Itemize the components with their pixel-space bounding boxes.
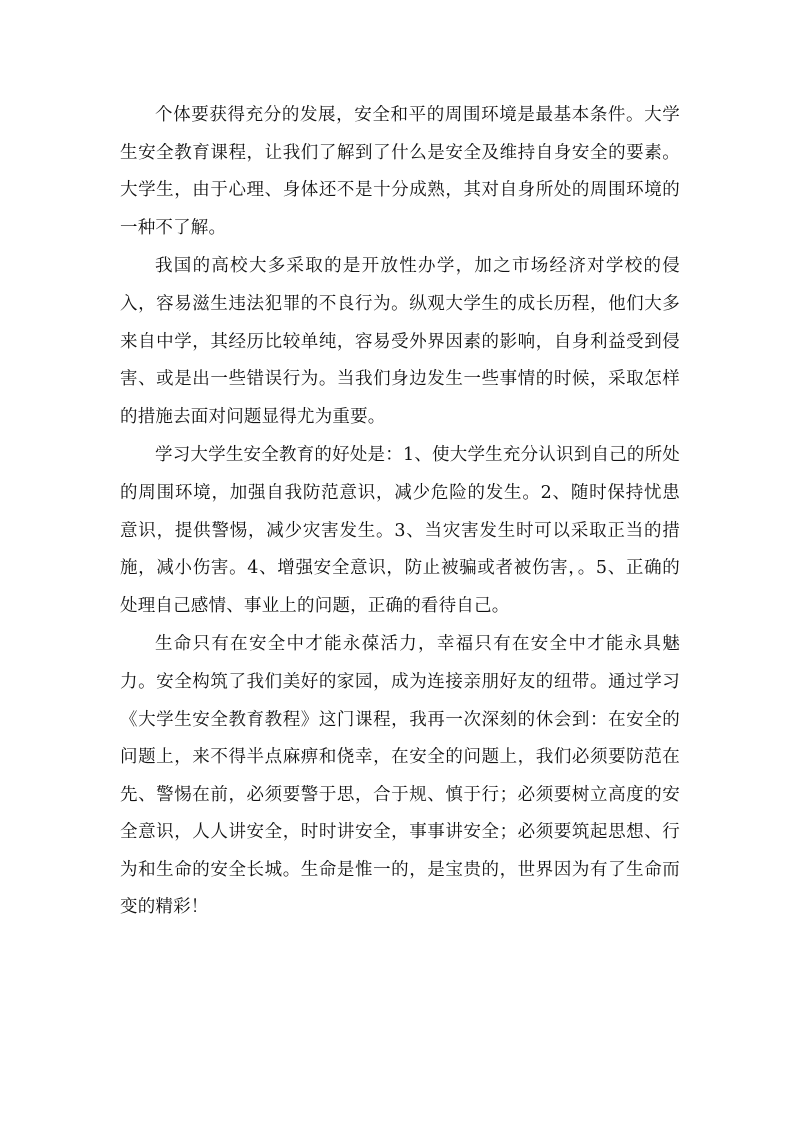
document-body — [120, 97, 680, 928]
paragraph: 我国的高校大多采取的是开放性办学，加之市场经济对学校的侵入，容易滋生违法犯罪的不良行为。纵观大学生的成长历程，他们大多来自中学，其经历比较单纯，容易受外界因素的影响，自身利益受到侵害、或是出一些错误行为。当我们身边发生一些事情的时候，采取怎样的措施去面对问题显得尤为重要。 — [120, 256, 680, 427]
paragraph: 学习大学生安全教育的好处是：1、使大学生充分认识到自己的所处的周围环境，加强自我防范意识，减少危险的发生。2、随时保持忧患意识，提供警惕，减少灾害发生。3、当灾害发生时可以采取正当的措施，减小伤害。4、增强安全意识，防止被骗或者被伤害，。5、正确的处理自己感情、事业上的问题，正确的看待自己。 — [120, 445, 680, 616]
paragraph: 个体要获得充分的发展，安全和平的周围环境是最基本条件。大学生安全教育课程，让我们了解到了什么是安全及维持自身安全的要素。大学生，由于心理、身体还不是十分成熟，其对自身所处的周围环境的一种不了解。 — [120, 105, 680, 238]
paragraph: 生命只有在安全中才能永葆活力，幸福只有在安全中才能永具魅力。安全构筑了我们美好的家园，成为连接亲朋好友的纽带。通过学习《大学生安全教育教程》这门课程，我再一次深刻的休会到：在安全的问题上，来不得半点麻痹和侥幸，在安全的问题上，我们必须要防范在先、警惕在前，必须要警于思，合于规、慎于行；必须要树立高度的安全意识，人人讲安全，时时讲安全，事事讲安全；必须要筑起思想、行为和生命的安全长城。生命是惟一的，是宝贵的，世界因为有了生命而变的精彩！ — [120, 634, 680, 918]
